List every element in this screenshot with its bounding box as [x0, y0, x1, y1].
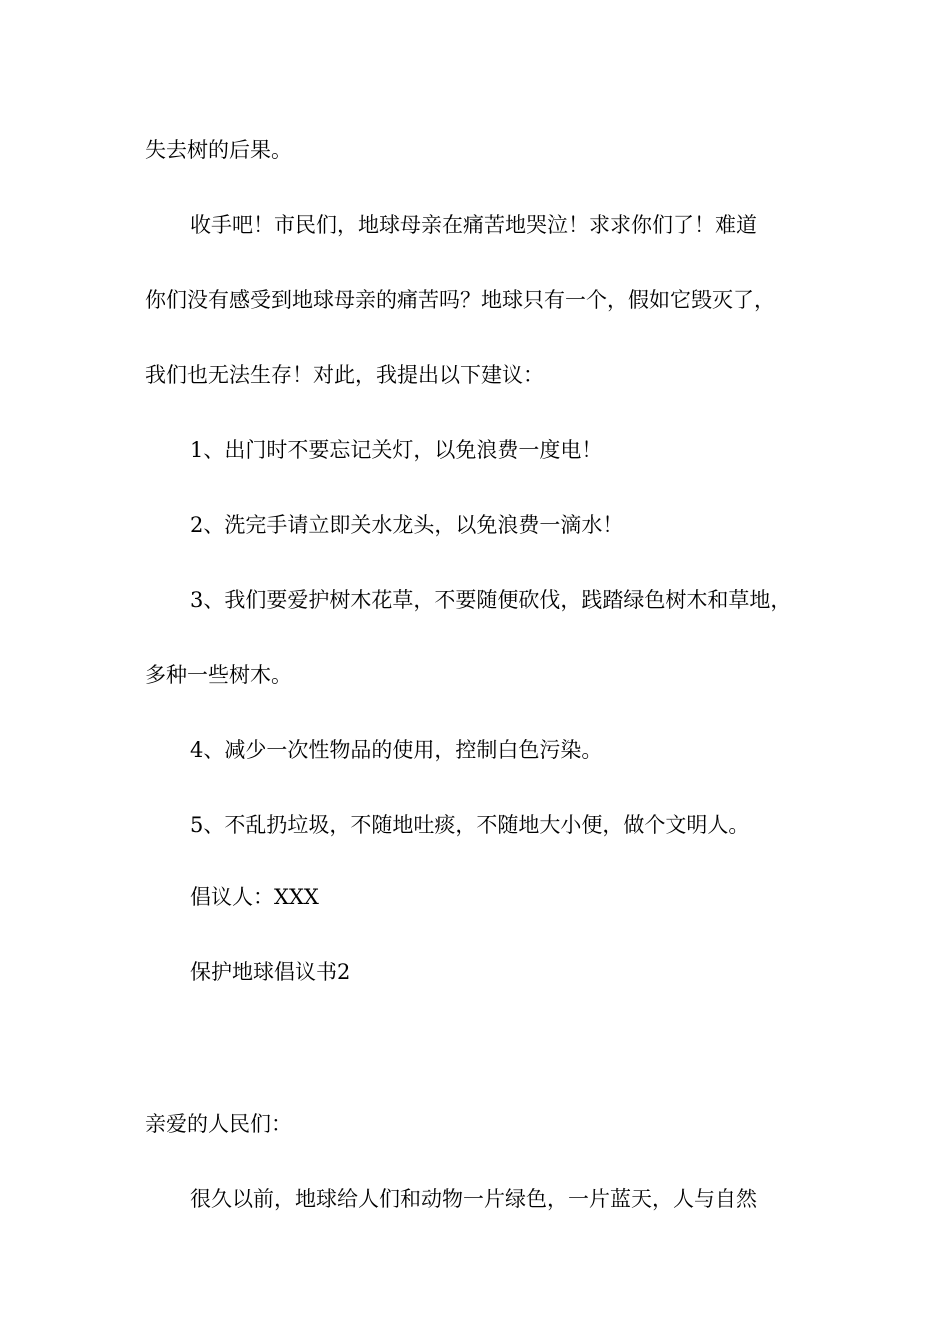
paragraph-line: 失去树的后果。 — [145, 138, 292, 162]
paragraph-line: 收手吧！市民们，地球母亲在痛苦地哭泣！求求你们了！难道 — [190, 213, 757, 237]
list-item: 4、减少一次性物品的使用，控制白色污染。 — [190, 738, 603, 762]
signature-line: 倡议人：XXX — [190, 885, 319, 909]
paragraph-line: 你们没有感受到地球母亲的痛苦吗？地球只有一个，假如它毁灭了， — [145, 288, 775, 312]
paragraph-line: 我们也无法生存！对此，我提出以下建议： — [145, 363, 544, 387]
list-item: 3、我们要爱护树木花草，不要随便砍伐，践踏绿色树木和草地， — [190, 588, 792, 612]
salutation: 亲爱的人民们： — [145, 1112, 292, 1136]
list-item: 5、不乱扔垃圾，不随地吐痰，不随地大小便，做个文明人。 — [190, 813, 750, 837]
section-title: 保护地球倡议书2 — [190, 960, 351, 984]
paragraph-line: 很久以前，地球给人们和动物一片绿色，一片蓝天，人与自然 — [190, 1187, 757, 1211]
paragraph-line: 多种一些树木。 — [145, 663, 292, 687]
list-item: 1、出门时不要忘记关灯，以免浪费一度电！ — [190, 438, 603, 462]
list-item: 2、洗完手请立即关水龙头，以免浪费一滴水！ — [190, 513, 624, 537]
